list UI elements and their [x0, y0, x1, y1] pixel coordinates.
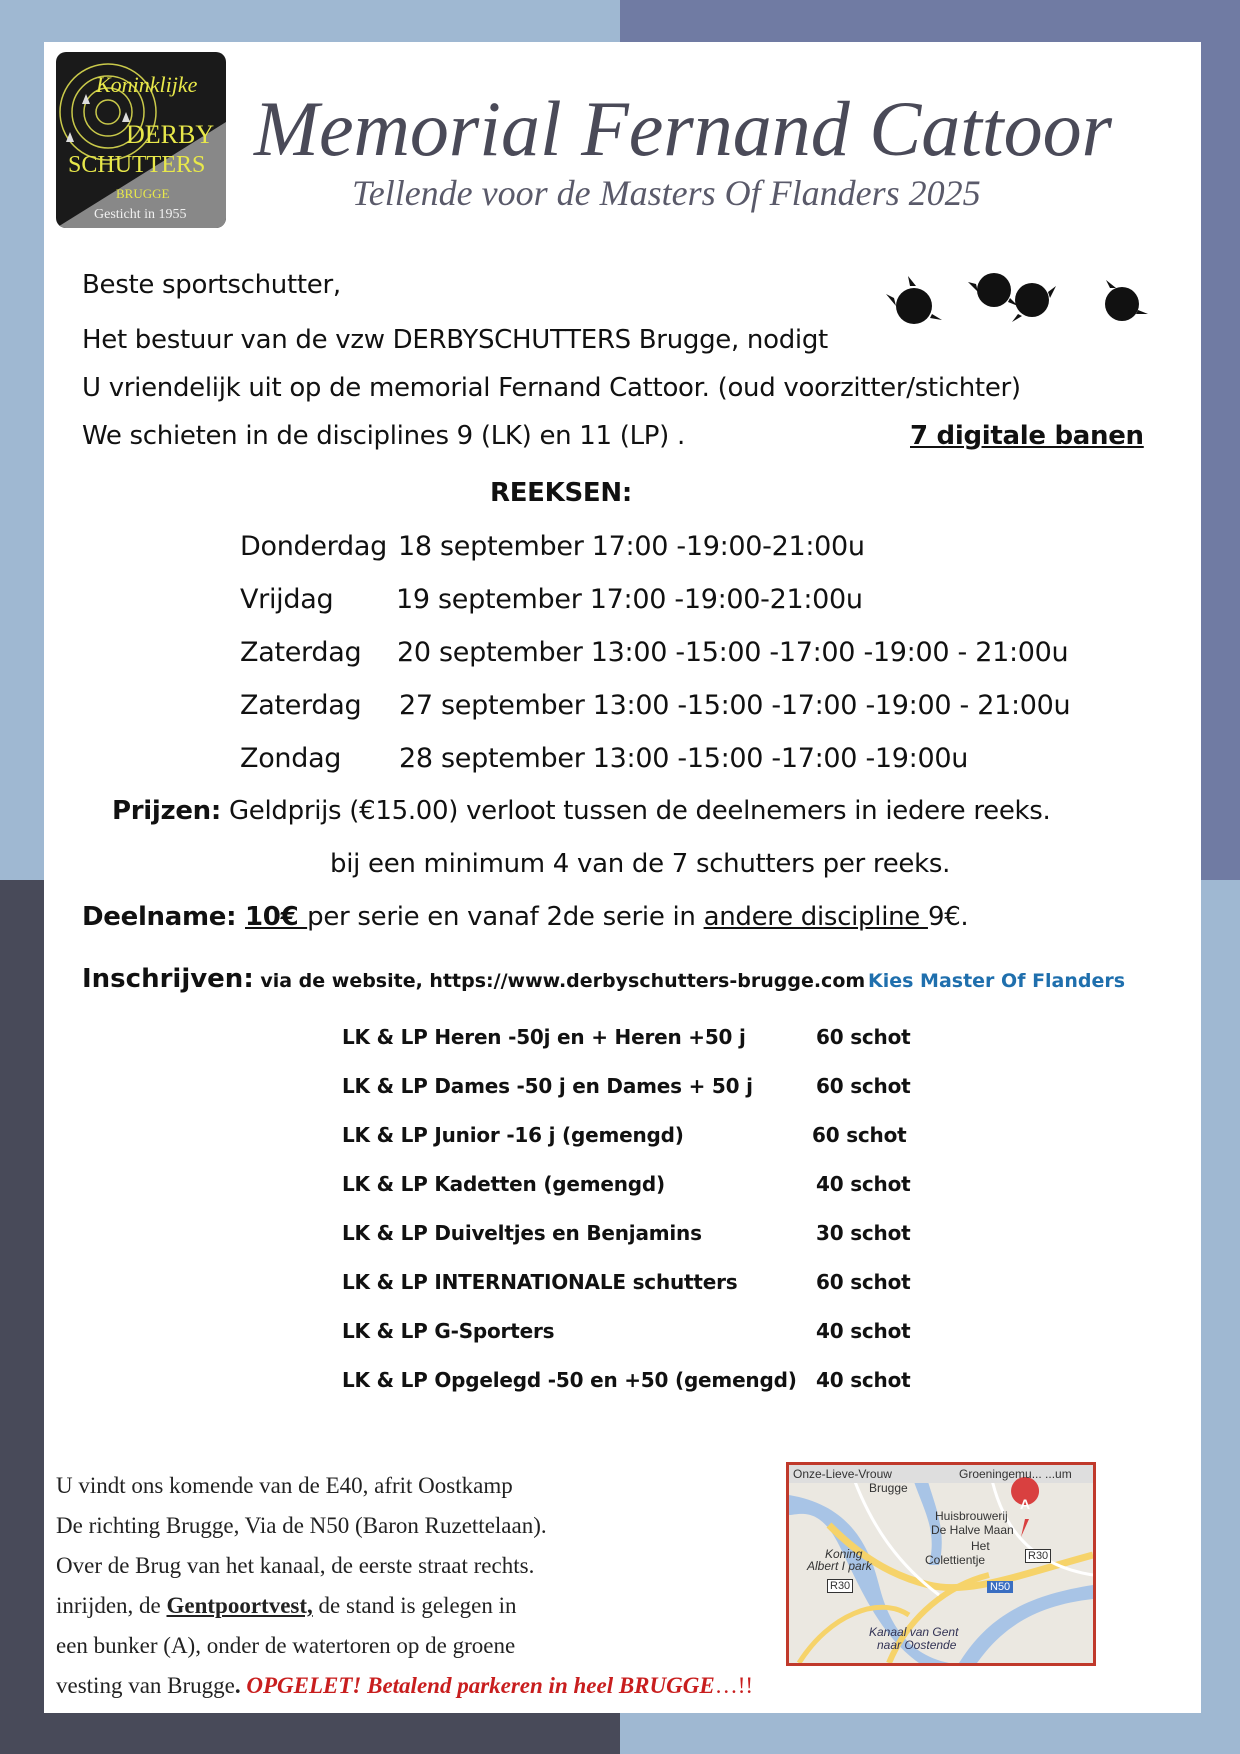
choose-masters-link[interactable]: Kies Master Of Flanders — [868, 970, 1126, 992]
location-map[interactable] — [786, 1462, 1096, 1666]
signup-label: Inschrijven: — [82, 964, 254, 994]
reeks-date: 28 september 13:00 -15:00 -17:00 -19:00u — [399, 743, 969, 774]
directions-line-4-post: de stand is gelegen in — [312, 1593, 517, 1618]
intro-line-2: U vriendelijk uit op de memorial Fernand Cattoor. (oud voorzitter/stichter) — [82, 373, 1021, 403]
category-shots: 40 schot — [816, 1172, 911, 1196]
warning-end: …!! — [714, 1673, 754, 1698]
prizes-line — [112, 796, 1051, 826]
map-label: Groeningemu... ...um — [959, 1467, 1072, 1481]
bullet-holes-icon — [884, 270, 1164, 340]
prizes-line-2: bij een minimum 4 van de 7 schutters per reeks. — [330, 849, 951, 879]
intro-line-1: Het bestuur van de vzw DERBYSCHUTTERS Brugge, nodigt — [82, 325, 828, 355]
directions-line-1: U vindt ons komende van de E40, afrit Oostkamp — [56, 1473, 513, 1498]
logo-line1: Koninklijke — [96, 72, 198, 97]
fee-label: Deelname: — [82, 902, 245, 932]
map-label: Colettientje — [925, 1553, 986, 1567]
road-badge: R30 — [1025, 1549, 1051, 1563]
reeks-row — [240, 531, 865, 562]
reeks-date: 19 september 17:00 -19:00-21:00u — [396, 584, 863, 615]
category-name: LK & LP G-Sporters — [342, 1319, 555, 1343]
reeks-day: Vrijdag — [240, 584, 334, 615]
category-name: LK & LP Kadetten (gemengd) — [342, 1172, 665, 1196]
category-name: LK & LP Junior -16 j (gemengd) — [342, 1123, 684, 1147]
map-label: Brugge — [869, 1481, 908, 1495]
category-name: LK & LP Heren -50j en + Heren +50 j — [342, 1025, 746, 1049]
reeksen-heading: REEKSEN: — [490, 478, 632, 508]
directions-line-5: een bunker (A), onder de watertoren op de groene — [56, 1633, 516, 1658]
map-label: Albert I park — [807, 1559, 872, 1573]
fee-middle: per serie en vanaf 2de serie in — [307, 902, 704, 932]
signup-url[interactable]: via de website, https://www.derbyschutters-brugge.com — [253, 970, 866, 992]
intro-line-3: We schieten in de disciplines 9 (LK) en 11 (LP) . — [82, 421, 685, 451]
map-label: Kanaal van Gent — [869, 1625, 959, 1639]
category-name: LK & LP Opgelegd -50 en +50 (gemengd) — [342, 1368, 797, 1392]
directions-dot: . — [234, 1673, 241, 1698]
map-marker-label: A — [1020, 1496, 1031, 1512]
reeks-day: Donderdag — [240, 531, 387, 562]
category-name: LK & LP Dames -50 j en Dames + 50 j — [342, 1074, 753, 1098]
reeks-row — [240, 743, 968, 774]
reeks-row — [240, 584, 863, 615]
directions-line-2: De richting Brugge, Via de N50 (Baron Ruzettelaan). — [56, 1513, 547, 1538]
reeks-row — [240, 690, 1070, 721]
reeks-date: 18 september 17:00 -19:00-21:00u — [398, 531, 865, 562]
greeting: Beste sportschutter, — [82, 270, 341, 300]
reeks-day: Zondag — [240, 743, 342, 774]
fee-line — [82, 902, 968, 932]
category-name: LK & LP Duiveltjes en Benjamins — [342, 1221, 702, 1245]
prizes-label: Prijzen: — [112, 796, 221, 826]
category-shots: 30 schot — [816, 1221, 911, 1245]
category-name: LK & LP INTERNATIONALE schutters — [342, 1270, 738, 1294]
reeks-date: 27 september 13:00 -15:00 -17:00 -19:00 - 21:00u — [399, 690, 1071, 721]
signup-line — [82, 964, 865, 994]
category-shots: 60 schot — [816, 1025, 911, 1049]
fee-amount: 10€ — [245, 902, 308, 932]
reeks-row — [240, 637, 1068, 668]
reeks-day: Zaterdag — [240, 690, 362, 721]
fee-end: 9€. — [927, 902, 969, 932]
fee-discipline: andere discipline — [703, 902, 928, 932]
map-label: Koning — [825, 1547, 863, 1561]
directions-line-4-pre: inrijden, de — [56, 1593, 167, 1618]
page-title: Memorial Fernand Cattoor — [254, 85, 1112, 172]
road-badge: R30 — [827, 1579, 853, 1593]
map-label: De Halve Maan — [931, 1523, 1014, 1537]
reeks-date: 20 september 13:00 -15:00 -17:00 -19:00 - 21:00u — [397, 637, 1069, 668]
parking-warning: OPGELET! Betalend parkeren in heel BRUGGE — [240, 1673, 715, 1698]
logo-line2: DERBY — [126, 120, 215, 149]
directions-line-4 — [56, 1593, 517, 1619]
digital-lanes: 7 digitale banen — [910, 421, 1144, 451]
directions-line-6-text: vesting van Brugge — [56, 1673, 235, 1698]
club-logo — [56, 52, 226, 228]
category-shots: 60 schot — [812, 1123, 907, 1147]
logo-line5: Gesticht in 1955 — [94, 207, 187, 222]
prizes-text: Geldprijs (€15.00) verloot tussen de deelnemers in iedere reeks. — [220, 796, 1051, 826]
category-shots: 60 schot — [816, 1074, 911, 1098]
logo-line4: BRUGGE — [116, 186, 170, 201]
flyer-page — [44, 42, 1201, 1713]
street-name: Gentpoortvest, — [166, 1593, 313, 1618]
category-shots: 40 schot — [816, 1319, 911, 1343]
road-badge: N50 — [987, 1581, 1013, 1593]
logo-line3: SCHUTTERS — [68, 152, 206, 178]
category-shots: 60 schot — [816, 1270, 911, 1294]
map-label: Het — [971, 1539, 990, 1553]
map-label: Onze-Lieve-Vrouw — [793, 1467, 892, 1481]
page-subtitle: Tellende voor de Masters Of Flanders 2025 — [352, 173, 981, 213]
category-shots: 40 schot — [816, 1368, 911, 1392]
directions-line-6 — [56, 1673, 753, 1699]
map-label: Huisbrouwerij — [935, 1509, 1008, 1523]
directions-line-3: Over de Brug van het kanaal, de eerste straat rechts. — [56, 1553, 535, 1578]
map-label: naar Oostende — [877, 1638, 957, 1652]
reeks-day: Zaterdag — [240, 637, 362, 668]
